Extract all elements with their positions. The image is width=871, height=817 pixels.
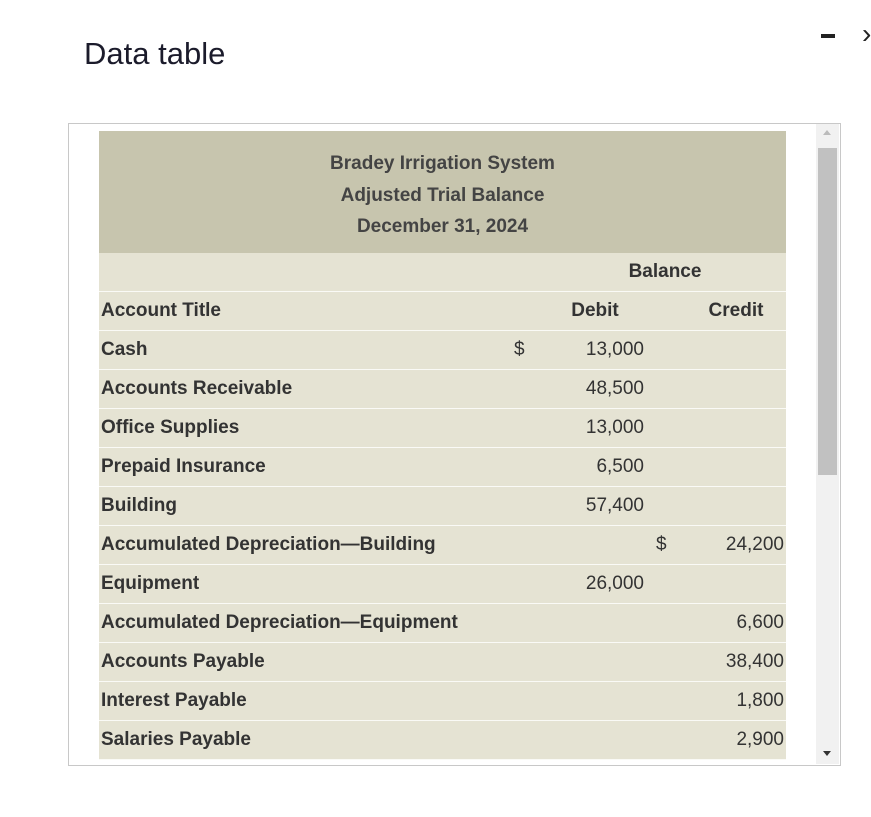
statement-date: December 31, 2024: [99, 214, 786, 253]
credit-amount: 24,200: [686, 526, 786, 565]
account-name: Accumulated Depreciation—Equipment: [99, 604, 504, 643]
debit-dollar-sign: [504, 370, 544, 409]
table-row: [99, 487, 786, 526]
debit-amount: [544, 526, 646, 565]
debit-dollar-sign: [504, 565, 544, 604]
debit-dollar-sign: [504, 682, 544, 721]
debit-amount: [544, 682, 646, 721]
vertical-scrollbar[interactable]: [816, 124, 839, 764]
debit-amount: 48,500: [544, 370, 646, 409]
debit-dollar-sign: [504, 487, 544, 526]
credit-dollar-sign: [646, 721, 686, 760]
credit-amount: [686, 409, 786, 448]
debit-amount: [544, 643, 646, 682]
trial-balance-table: [99, 131, 786, 760]
credit-dollar-sign: [646, 331, 686, 370]
debit-dollar-sign: [504, 448, 544, 487]
table-row: [99, 682, 786, 721]
credit-amount: 1,800: [686, 682, 786, 721]
table-row: [99, 448, 786, 487]
table-row: [99, 643, 786, 682]
table-row: [99, 526, 786, 565]
table-row: [99, 565, 786, 604]
account-name: Accounts Receivable: [99, 370, 504, 409]
debit-dollar-sign: $: [504, 331, 544, 370]
credit-header: Credit: [686, 292, 786, 331]
credit-amount: [686, 370, 786, 409]
balance-header: Balance: [544, 253, 786, 292]
credit-amount: [686, 565, 786, 604]
credit-dollar-sign: [646, 682, 686, 721]
credit-amount: 6,600: [686, 604, 786, 643]
debit-header: Debit: [544, 292, 646, 331]
table-row: [99, 370, 786, 409]
credit-dollar-sign: [646, 604, 686, 643]
debit-dollar-sign: [504, 409, 544, 448]
credit-amount: 38,400: [686, 643, 786, 682]
debit-dollar-sign: [504, 604, 544, 643]
debit-amount: [544, 604, 646, 643]
table-row: [99, 604, 786, 643]
account-name: Cash: [99, 331, 504, 370]
credit-dollar-sign: $: [646, 526, 686, 565]
credit-amount: [686, 448, 786, 487]
table-row: [99, 409, 786, 448]
credit-dollar-sign: [646, 448, 686, 487]
credit-amount: 2,900: [686, 721, 786, 760]
credit-amount: [686, 487, 786, 526]
debit-dollar-sign: [504, 526, 544, 565]
credit-dollar-sign: [646, 643, 686, 682]
account-name: Interest Payable: [99, 682, 504, 721]
account-name: Accounts Payable: [99, 643, 504, 682]
account-title-header: Account Title: [99, 292, 504, 331]
debit-amount: 6,500: [544, 448, 646, 487]
scroll-down-icon[interactable]: [823, 751, 831, 756]
debit-amount: 13,000: [544, 409, 646, 448]
credit-dollar-sign: [646, 370, 686, 409]
debit-amount: 13,000: [544, 331, 646, 370]
table-row: [99, 331, 786, 370]
account-name: Accumulated Depreciation—Building: [99, 526, 504, 565]
company-name: Bradey Irrigation System: [99, 131, 786, 177]
table-row: [99, 721, 786, 760]
debit-amount: [544, 721, 646, 760]
account-name: Building: [99, 487, 504, 526]
statement-name: Adjusted Trial Balance: [99, 177, 786, 214]
credit-amount: [686, 331, 786, 370]
account-name: Prepaid Insurance: [99, 448, 504, 487]
debit-dollar-sign: [504, 721, 544, 760]
debit-amount: 26,000: [544, 565, 646, 604]
dialog-title: Data table: [84, 36, 226, 71]
account-name: Salaries Payable: [99, 721, 504, 760]
minimize-icon[interactable]: [821, 34, 835, 38]
credit-dollar-sign: [646, 409, 686, 448]
credit-dollar-sign: [646, 565, 686, 604]
balance-header-row: [99, 253, 786, 292]
debit-dollar-sign: [504, 643, 544, 682]
account-name: Office Supplies: [99, 409, 504, 448]
account-name: Equipment: [99, 565, 504, 604]
column-header-row: [99, 292, 786, 331]
credit-dollar-sign: [646, 487, 686, 526]
scroll-thumb[interactable]: [818, 148, 837, 475]
scroll-up-icon[interactable]: [823, 130, 831, 135]
table-frame[interactable]: [68, 123, 841, 766]
debit-amount: 57,400: [544, 487, 646, 526]
close-icon[interactable]: ›: [862, 18, 871, 49]
